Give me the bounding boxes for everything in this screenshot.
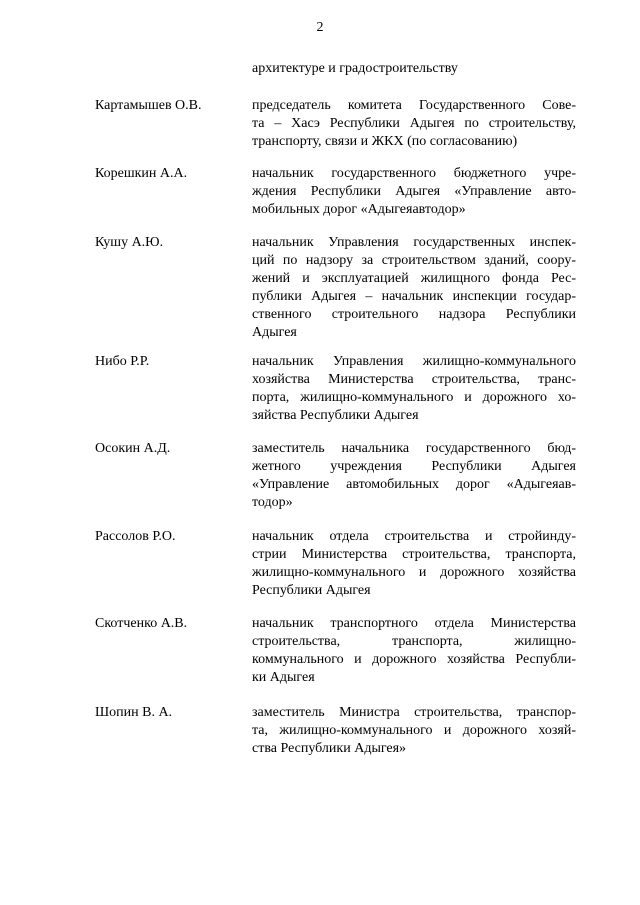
member-position-line: мобильных дорог «Адыгеяавтодор»: [252, 202, 466, 217]
member-position-line: зяйства Республики Адыгея: [252, 408, 419, 423]
member-name: Шопин В. А.: [95, 705, 173, 720]
member-position: [252, 440, 576, 512]
member-name: Рассолов Р.О.: [95, 529, 176, 544]
member-position-line: ки Адыгея: [252, 670, 315, 685]
member-position-line: заместитель Министра строительства, транспор-: [252, 705, 576, 720]
continuation-text: архитектуре и градостроительству: [252, 61, 458, 76]
member-name: Нибо Р.Р.: [95, 354, 150, 369]
member-position-line: порта, жилищно-коммунального и дорожного хо-: [252, 390, 576, 405]
member-position-line: начальник Управления государственных инспек-: [252, 235, 576, 250]
member-position-line: Республики Адыгея: [252, 583, 371, 598]
member-position-line: заместитель начальника государственного бюд-: [252, 441, 576, 456]
member-position-line: транспорту, связи и ЖКХ (по согласованию): [252, 134, 518, 149]
member-position-line: строительства, транспорта, жилищно-: [252, 634, 576, 649]
member-position-line: хозяйства Министерства строительства, транс-: [252, 372, 576, 387]
page-number: 2: [316, 20, 324, 35]
member-position-line: жетного учреждения Республики Адыгея: [252, 459, 576, 474]
member-position-line: публики Адыгея – начальник инспекции государ-: [252, 289, 576, 304]
member-position-line: начальник Управления жилищно-коммунального: [252, 354, 576, 369]
member-position-line: ственного строительного надзора Республики: [252, 307, 576, 322]
member-position: [252, 165, 576, 219]
member-name: Корешкин А.А.: [95, 166, 188, 181]
member-position-line: ства Республики Адыгея»: [252, 741, 407, 756]
member-position: [252, 234, 576, 342]
member-position-line: стрии Министерства строительства, транспорта,: [252, 547, 576, 562]
member-position-line: Адыгея: [252, 325, 297, 340]
member-position-line: коммунального и дорожного хозяйства Республи-: [252, 652, 576, 667]
member-name: Скотченко А.В.: [95, 616, 188, 631]
member-position-line: жений и эксплуатацией жилищного фонда Рес-: [252, 271, 576, 286]
member-position: [252, 353, 576, 425]
member-position-line: начальник государственного бюджетного учре-: [252, 166, 576, 181]
member-name: Осокин А.Д.: [95, 441, 171, 456]
member-position-line: та – Хасэ Республики Адыгея по строительству,: [252, 116, 576, 131]
member-position-line: ций по надзору за строительством зданий, соору-: [252, 253, 576, 268]
member-position-line: председатель комитета Государственного Сове-: [252, 98, 576, 113]
member-position: [252, 704, 576, 758]
member-position-line: тодор»: [252, 495, 293, 510]
member-position-line: «Управление автомобильных дорог «Адыгеяав-: [252, 477, 576, 492]
member-position: [252, 528, 576, 600]
member-position-line: ждения Республики Адыгея «Управление авто-: [252, 184, 576, 199]
member-position-line: жилищно-коммунального и дорожного хозяйства: [252, 565, 576, 580]
member-name: Кушу А.Ю.: [95, 235, 164, 250]
member-name: Картамышев О.В.: [95, 98, 202, 113]
member-position-line: начальник транспортного отдела Министерства: [252, 616, 576, 631]
member-position: [252, 615, 576, 687]
member-position-line: начальник отдела строительства и стройинду-: [252, 529, 576, 544]
member-position: [252, 97, 576, 151]
member-position-line: та, жилищно-коммунального и дорожного хозяй-: [252, 723, 576, 738]
